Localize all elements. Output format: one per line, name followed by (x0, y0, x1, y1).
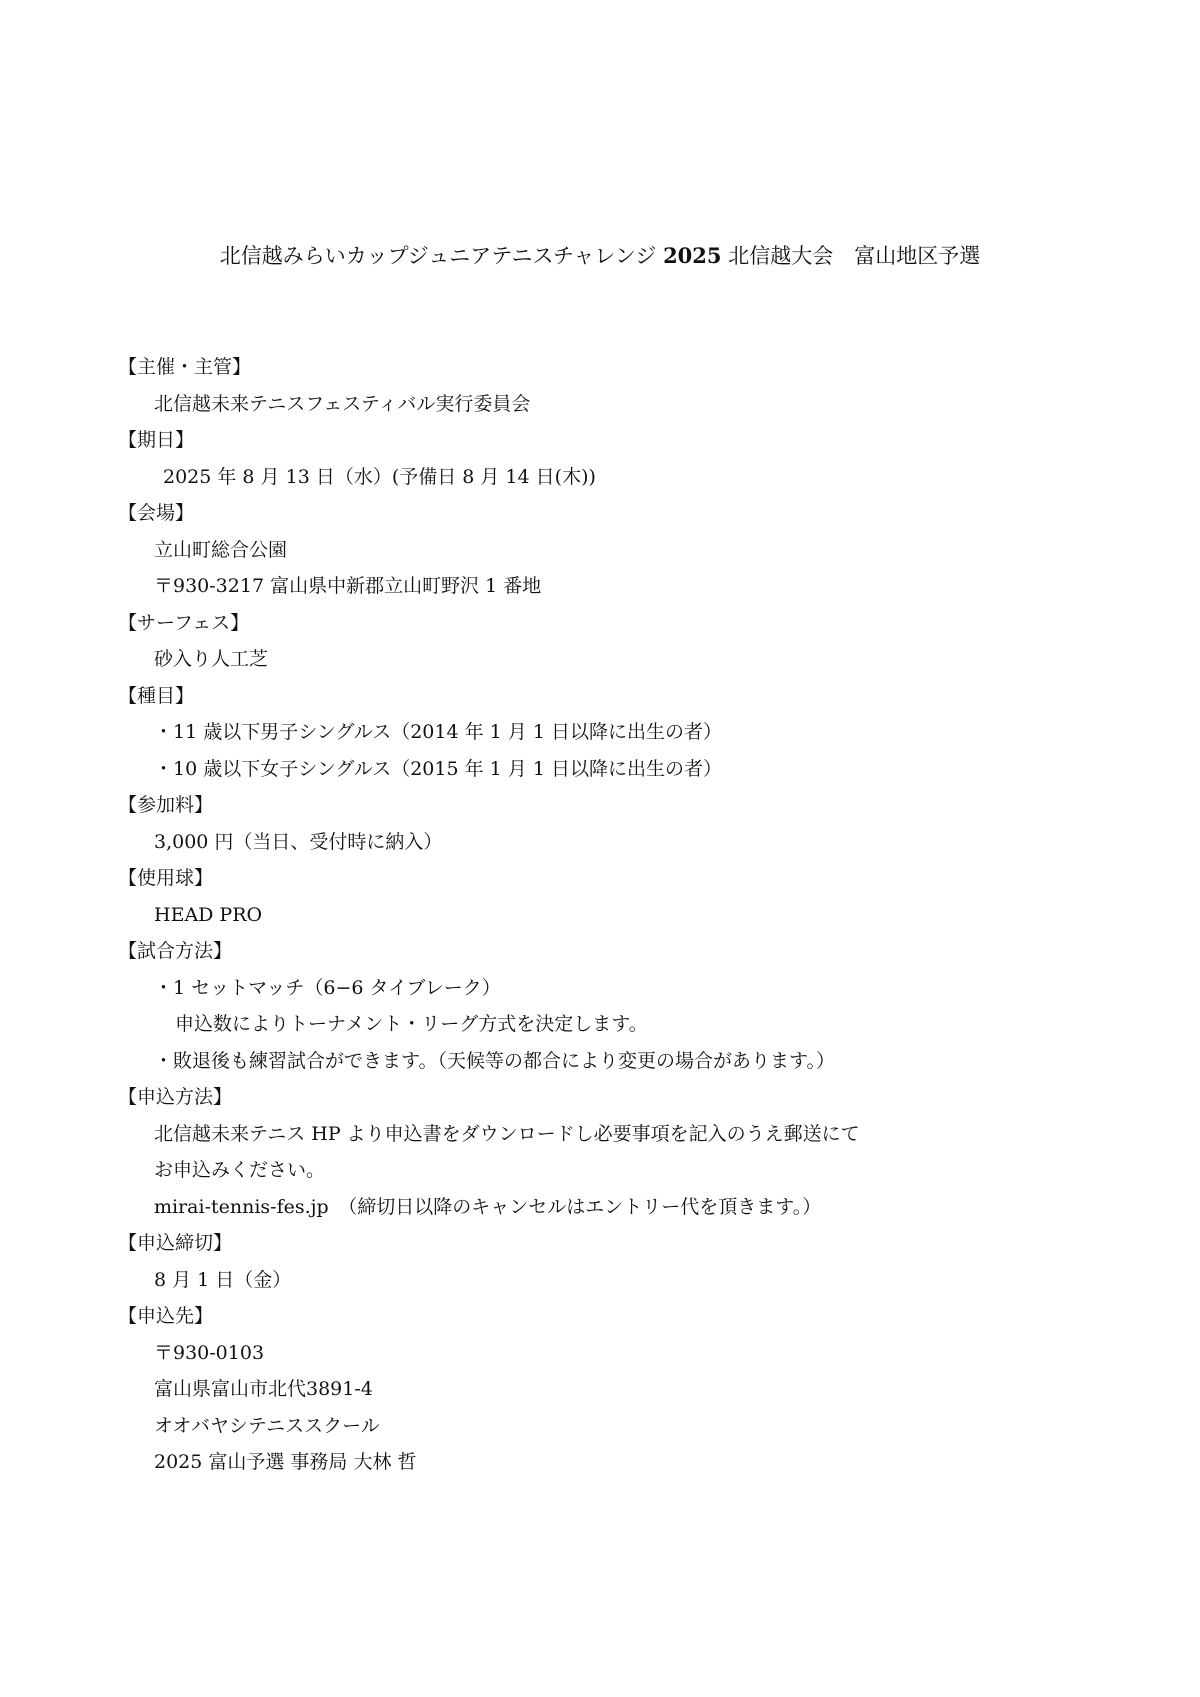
title-suffix: 北信越大会 富山地区予選 (728, 244, 981, 268)
format-heading: 【試合方法】 (118, 940, 233, 962)
event-girls: ・10 歳以下女子シングルス（2015 年 1 月 1 日以降に出生の者） (154, 757, 722, 780)
venue-name: 立山町総合公園 (154, 538, 288, 561)
contact-school: オオバヤシテニススクール (154, 1414, 380, 1437)
format-practice-note: ・敗退後も練習試合ができます。（天候等の都合により変更の場合があります。） (154, 1049, 835, 1072)
application-heading: 【申込方法】 (118, 1086, 233, 1108)
ball-heading: 【使用球】 (118, 867, 214, 889)
format-method-note: 申込数によりトーナメント・リーグ方式を決定します。 (175, 1013, 648, 1035)
contact-address: 富山県富山市北代3891-4 (154, 1378, 373, 1400)
date-heading: 【期日】 (118, 429, 195, 451)
contact-heading: 【申込先】 (118, 1305, 214, 1327)
events-heading: 【種目】 (118, 684, 195, 707)
surface-text: 砂入り人工芝 (154, 648, 269, 670)
deadline-text: 8 月 1 日（金） (154, 1268, 292, 1291)
title-prefix: 北信越みらいカップジュニアテニスチャレンジ (219, 244, 657, 268)
application-website: mirai-tennis-fes.jp （締切日以降のキャンセルはエントリー代を頂きます。） (154, 1195, 822, 1218)
application-line-2: お申込みください。 (154, 1159, 326, 1181)
fee-text: 3,000 円（当日、受付時に納入） (154, 830, 443, 853)
title-year: 2025 (663, 243, 722, 268)
date-text: 2025 年 8 月 13 日（水）(予備日 8 月 14 日(木)) (163, 465, 596, 488)
organizer-heading: 【主催・主管】 (118, 356, 252, 378)
document-body (118, 349, 1118, 1481)
organizer-text: 北信越未来テニスフェスティバル実行委員会 (154, 392, 531, 415)
event-boys: ・11 歳以下男子シングルス（2014 年 1 月 1 日以降に出生の者） (154, 721, 722, 743)
deadline-heading: 【申込締切】 (118, 1232, 233, 1254)
contact-person: 2025 富山予選 事務局 大林 哲 (154, 1451, 417, 1473)
document-title (0, 242, 1200, 270)
contact-postal: 〒930-0103 (154, 1341, 265, 1364)
venue-address: 〒930-3217 富山県中新郡立山町野沢 1 番地 (154, 575, 542, 597)
application-line-1: 北信越未来テニス HP より申込書をダウンロードし必要事項を記入のうえ郵送にて (154, 1122, 860, 1145)
surface-heading: 【サーフェス】 (118, 611, 250, 634)
fee-heading: 【参加料】 (118, 794, 214, 816)
venue-heading: 【会場】 (118, 502, 195, 524)
format-set-match: ・1 セットマッチ（6−6 タイブレーク） (154, 976, 501, 999)
ball-text: HEAD PRO (154, 903, 263, 926)
